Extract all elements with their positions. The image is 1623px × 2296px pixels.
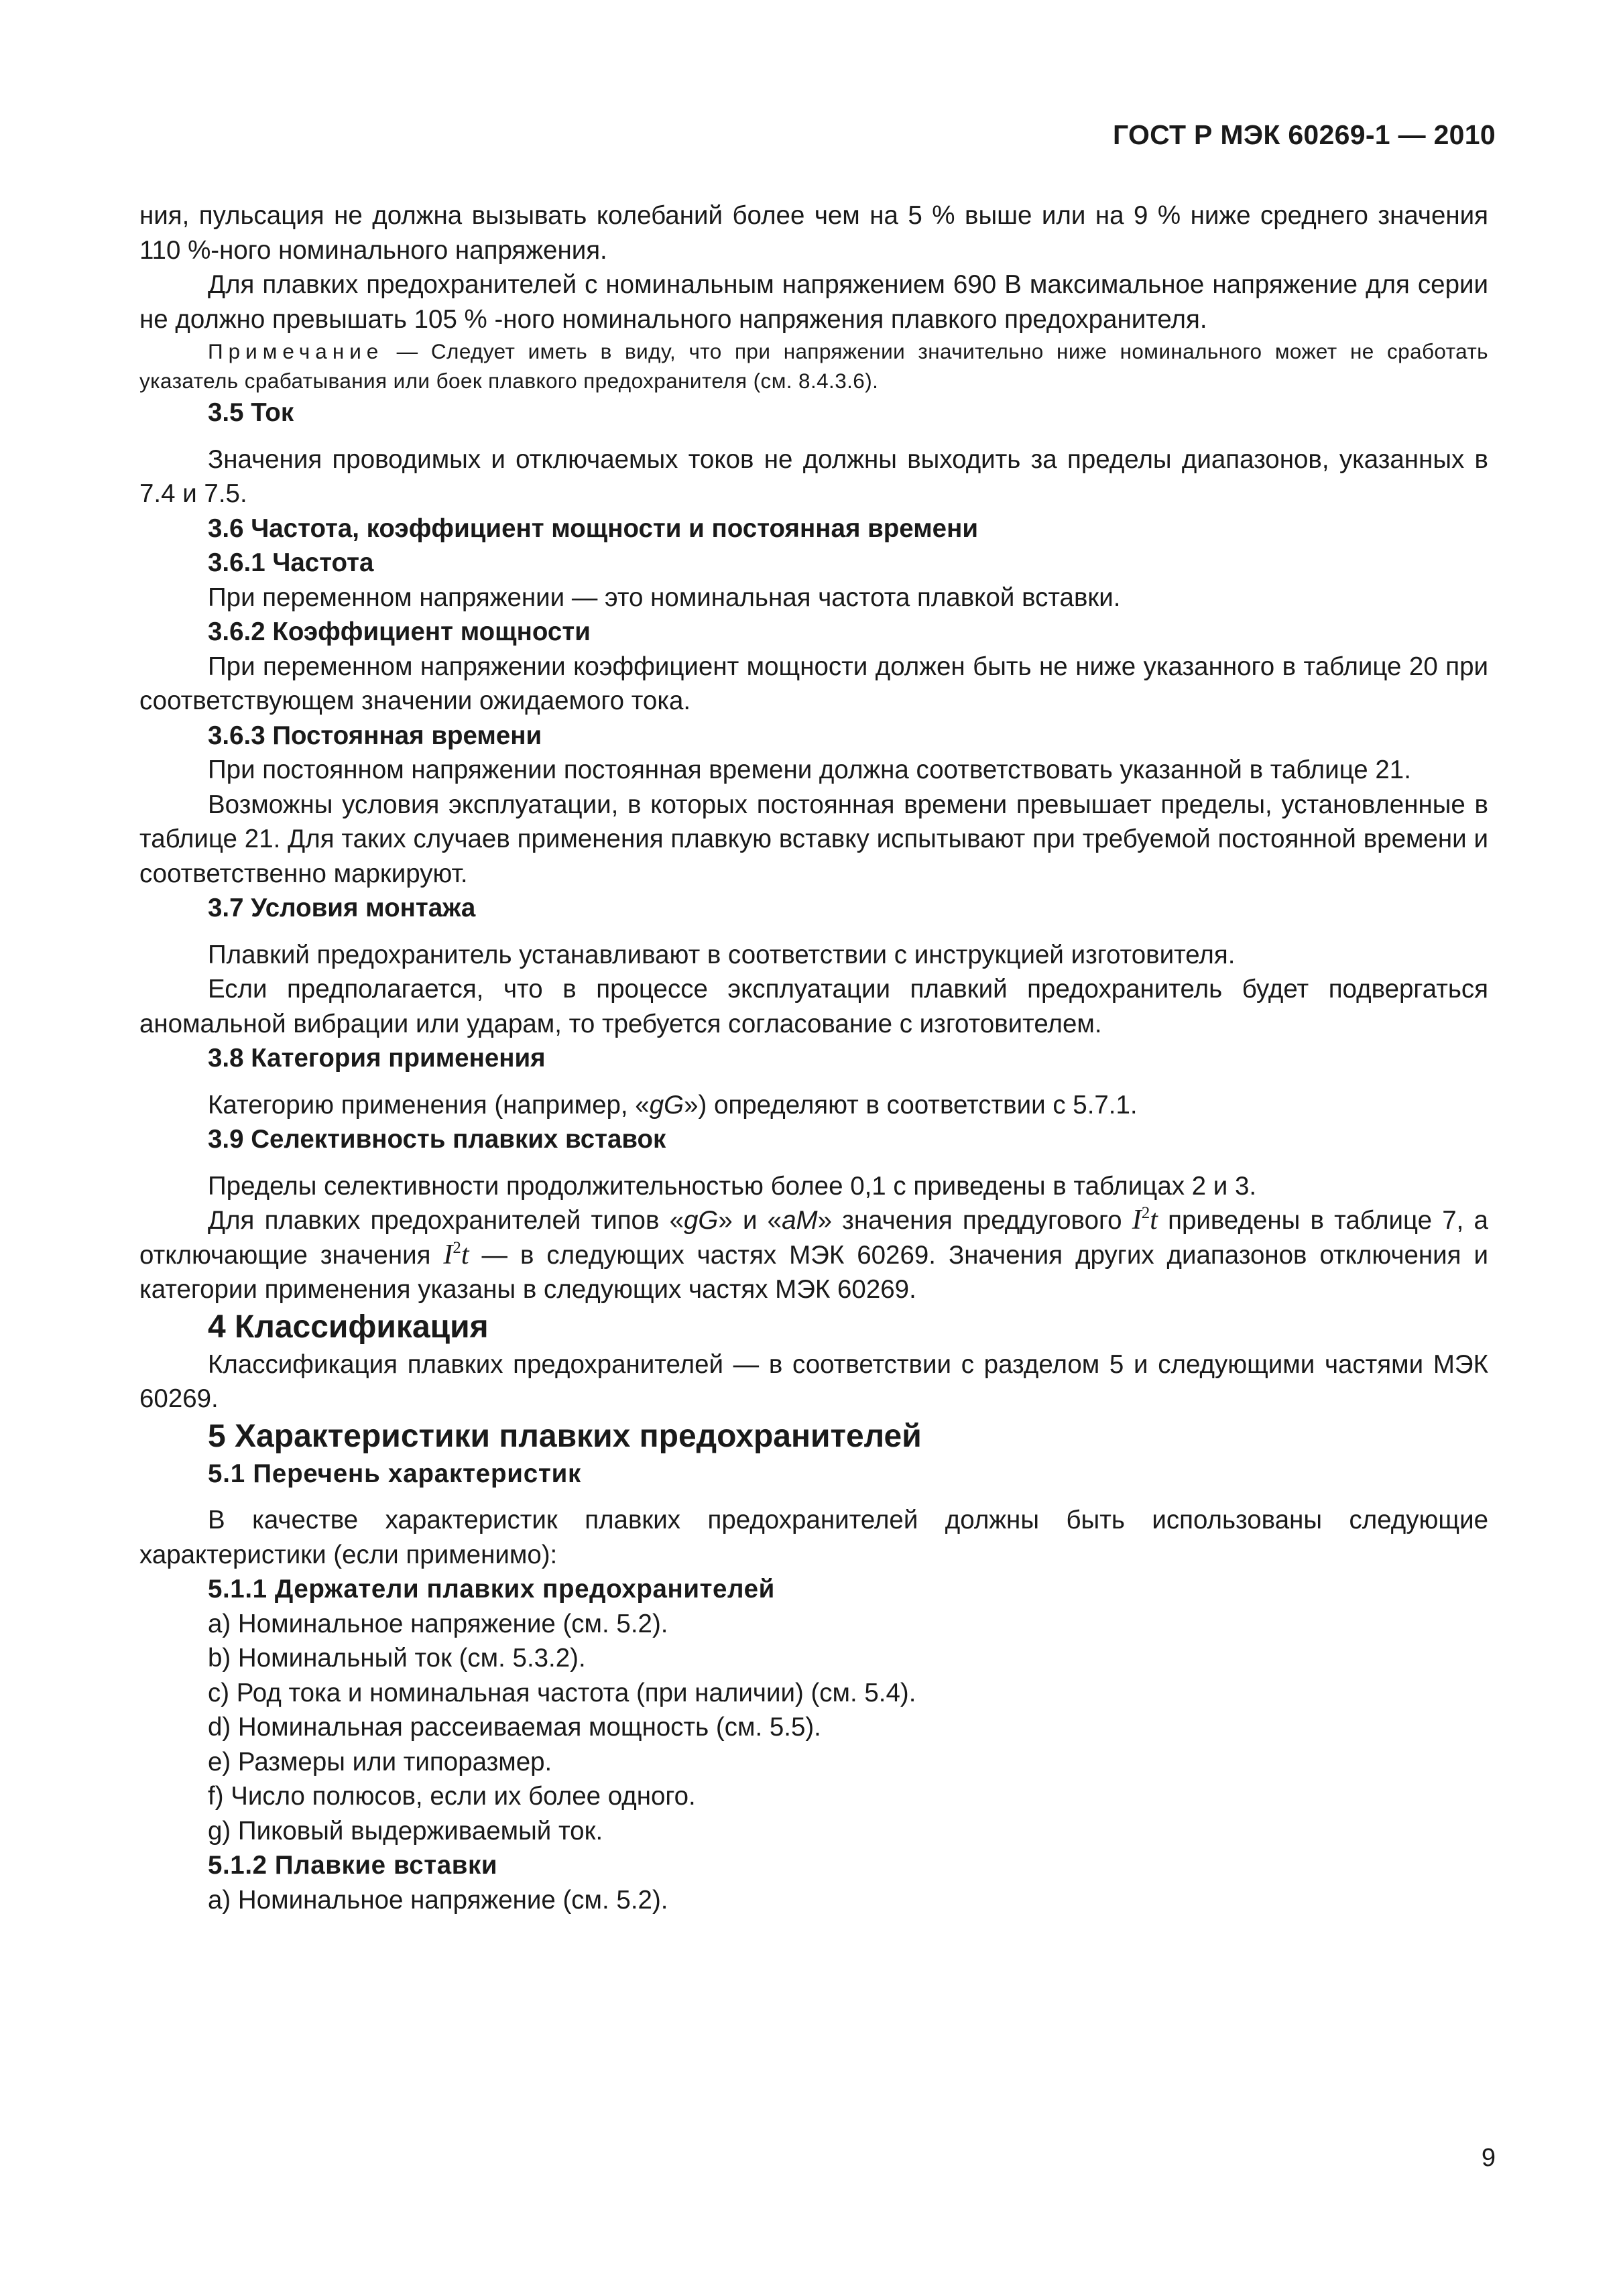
section-3-9-paragraph-2	[139, 1203, 1488, 1307]
category-code: aM	[782, 1206, 818, 1235]
section-3-8-paragraph	[139, 1088, 1488, 1123]
section-5-heading: 5 Характеристики плавких предохранителей	[208, 1418, 922, 1454]
text-run: » значения преддугового	[817, 1206, 1132, 1235]
section-3-6-2-heading: 3.6.2 Коэффициент мощности	[208, 617, 591, 646]
list-item: b) Номинальный ток (см. 5.3.2).	[208, 1644, 586, 1673]
section-3-5-paragraph: Значения проводимых и отключаемых токов не должны выходить за пределы диапазонов, указанных в 7.4 и 7.5.	[139, 444, 1488, 508]
list-item: a) Номинальное напряжение (см. 5.2).	[208, 1609, 668, 1638]
category-code: gG	[649, 1090, 684, 1120]
note-label: Примечание	[208, 339, 384, 363]
section-3-9-heading: 3.9 Селективность плавких вставок	[208, 1125, 666, 1154]
i2t-formula	[443, 1240, 469, 1270]
text-run: Для плавких предохранителей типов «	[208, 1206, 684, 1235]
note-paragraph	[139, 337, 1488, 396]
section-3-6-2-paragraph: При переменном напряжении коэффициент мощности должен быть не ниже указанного в таблице 20 при соответствующем значении ожидаемого тока.	[139, 652, 1488, 715]
category-code: gG	[684, 1206, 719, 1235]
section-3-9-paragraph-1: Пределы селективности продолжительностью более 0,1 с приведены в таблицах 2 и 3.	[208, 1171, 1257, 1201]
text-run: ») определяют в соответствии с 5.7.1.	[684, 1090, 1138, 1120]
page-content	[139, 198, 1488, 1917]
section-3-6-1-heading: 3.6.1 Частота	[208, 548, 374, 577]
section-3-7-heading: 3.7 Условия монтажа	[208, 894, 476, 922]
list-item: g) Пиковый выдерживаемый ток.	[208, 1816, 603, 1846]
section-5-1-2-heading: 5.1.2 Плавкие вставки	[208, 1851, 498, 1880]
list-item: f) Число полюсов, если их более одного.	[208, 1782, 696, 1811]
section-5-1-paragraph: В качестве характеристик плавких предохранителей должны быть использованы следующие характеристики (если применимо):	[139, 1506, 1488, 1569]
math-exponent: 2	[453, 1238, 461, 1257]
math-exponent: 2	[1141, 1204, 1150, 1222]
list-item: c) Род тока и номинальная частота (при наличии) (см. 5.4).	[208, 1678, 916, 1707]
note-text: — Следует иметь в виду, что при напряжении значительно ниже номинального может не сработать указатель срабатывания или боек плавкого предохранителя (см. 8.4.3.6).	[139, 339, 1488, 393]
section-3-8-heading: 3.8 Категория применения	[208, 1044, 546, 1073]
section-5-1-heading: 5.1 Перечень характеристик	[208, 1459, 582, 1488]
list-item: a) Номинальное напряжение (см. 5.2).	[208, 1885, 668, 1915]
page-number: 9	[1481, 2144, 1496, 2172]
section-3-6-1-paragraph: При переменном напряжении — это номинальная частота плавкой вставки.	[208, 583, 1121, 612]
text-run: приведены в таблице 7, а отключающие значения	[139, 1206, 1488, 1270]
math-symbol: I	[443, 1239, 453, 1270]
section-5-1-1-heading: 5.1.1 Держатели плавких предохранителей	[208, 1575, 775, 1604]
i2t-formula	[1132, 1205, 1158, 1235]
section-3-6-heading: 3.6 Частота, коэффициент мощности и постоянная времени	[208, 513, 979, 543]
text-run: — в следующих частях МЭК 60269. Значения других диапазонов отключения и категории применения указаны в следующих частях МЭК 60269.	[139, 1240, 1488, 1304]
math-symbol: I	[1132, 1205, 1142, 1235]
section-3-5-heading: 3.5 Ток	[208, 398, 294, 427]
section-4-paragraph: Классификация плавких предохранителей — в соответствии с разделом 5 и следующими частями МЭК 60269.	[139, 1349, 1488, 1413]
math-symbol: t	[461, 1239, 469, 1270]
section-3-6-3-paragraph-1: При постоянном напряжении постоянная времени должна соответствовать указанной в таблице 21.	[208, 756, 1411, 784]
standard-code-header: ГОСТ Р МЭК 60269-1 — 2010	[1112, 119, 1496, 150]
intro-paragraph-690v: Для плавких предохранителей с номинальным напряжением 690 В максимальное напряжение для серии не должно превышать 105 % -ного номинального напряжения плавкого предохранителя.	[139, 270, 1488, 334]
intro-paragraph-continued: ния, пульсация не должна вызывать колебаний более чем на 5 % выше или на 9 % ниже среднего значения 110 %-ного номинального напряжения.	[139, 201, 1488, 265]
list-item: e) Размеры или типоразмер.	[208, 1747, 552, 1776]
section-3-6-3-heading: 3.6.3 Постоянная времени	[208, 721, 542, 750]
text-run: Категорию применения (например, «	[208, 1090, 650, 1120]
section-3-7-paragraph-2: Если предполагается, что в процессе эксплуатации плавкий предохранитель будет подвергаться аномальной вибрации или ударам, то требуется согласование с изготовителем.	[139, 975, 1488, 1038]
math-symbol: t	[1150, 1205, 1158, 1235]
text-run: » и «	[718, 1206, 782, 1235]
section-3-7-paragraph-1: Плавкий предохранитель устанавливают в соответствии с инструкцией изготовителя.	[208, 940, 1236, 969]
section-3-6-3-paragraph-2: Возможны условия эксплуатации, в которых постоянная времени превышает пределы, установленные в таблице 21. Для таких случаев применения плавкую вставку испытывают при требуемой постоянной времени и соответственно маркируют.	[139, 790, 1488, 888]
list-item: d) Номинальная рассеиваемая мощность (см. 5.5).	[208, 1713, 821, 1742]
section-4-heading: 4 Классификация	[208, 1309, 489, 1345]
